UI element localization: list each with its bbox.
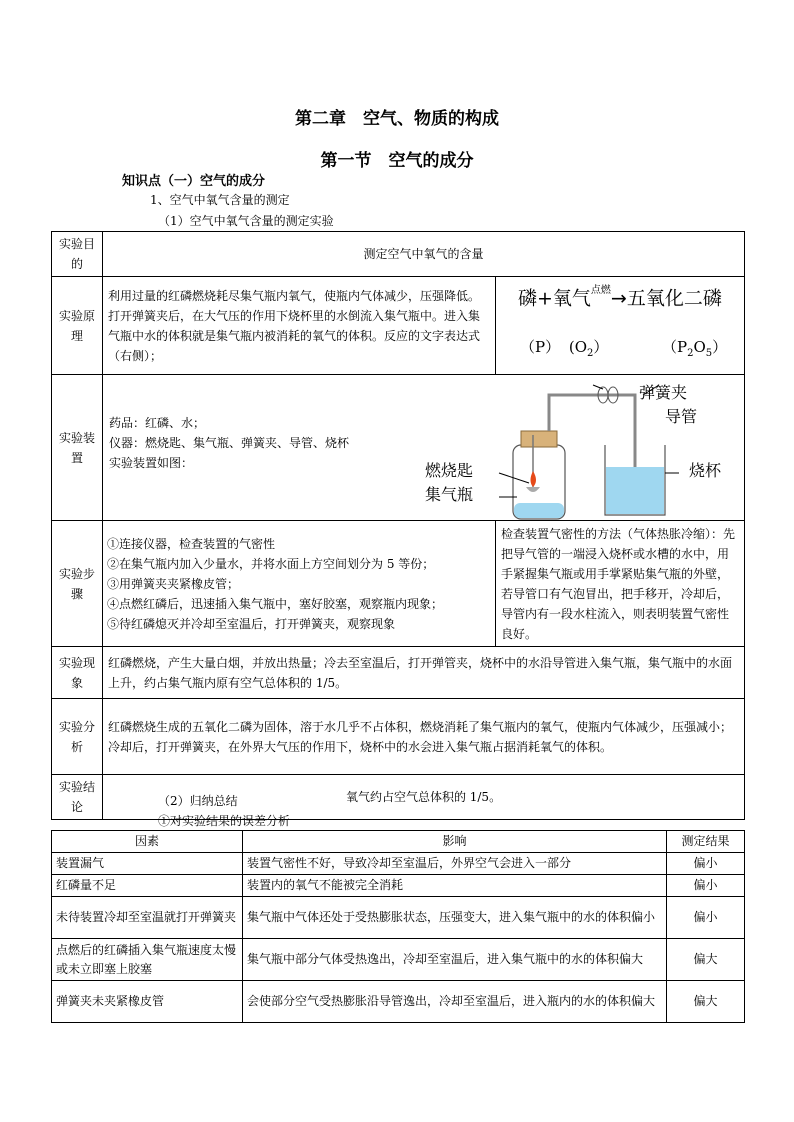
- analysis-content: 红磷燃烧生成的五氧化二磷为固体，溶于水几乎不占体积，燃烧消耗了集气瓶内的氧气，使瓶内气体减少，压强减小；冷却后，打开弹簧夹，在外界大气压的作用下，烧杯中的水会进入集气瓶占据消耗氧气的体积。: [103, 699, 745, 775]
- steps-list: [103, 521, 496, 647]
- symbol-p: （P）: [520, 338, 561, 356]
- chemical-symbols: [520, 337, 608, 364]
- label-spring-clip: 弹簧夹: [639, 383, 688, 402]
- sub-heading-error-analysis: ①对实验结果的误差分析: [158, 814, 291, 828]
- apparatus-cell: [103, 375, 745, 521]
- factor-cell: 点燃后的红磷插入集气瓶速度太慢或未立即塞上胶塞: [52, 939, 243, 981]
- principle-content: 利用过量的红磷燃烧耗尽集气瓶内氧气，使瓶内气体减少，压强降低。打开弹簧夹后，在大气压的作用下烧杯里的水倒流入集气瓶中。进入集气瓶中水的体积就是集气瓶内被消耗的氧气的体积。反应的文字表达式（右侧）；: [103, 277, 496, 375]
- symbol-o2: $(O_2)$: [568, 338, 609, 359]
- word-equation: [518, 285, 722, 308]
- factor-cell: 弹簧夹未夹紧橡皮管: [52, 981, 243, 1023]
- factor-cell: 红磷量不足: [52, 875, 243, 897]
- row-label-principle: 实验原理: [52, 277, 103, 375]
- row-label-purpose: 实验目的: [52, 232, 103, 277]
- chapter-title: 第二章 空气、物质的构成: [295, 109, 499, 129]
- bottle-water: [514, 503, 564, 518]
- section-title: 第一节 空气的成分: [320, 151, 474, 171]
- label-bottle: 集气瓶: [425, 485, 474, 504]
- step-item: ⑤待红磷熄灭并冷却至室温后，打开弹簧夹，观察现象: [107, 616, 396, 631]
- row-label-analysis: 实验分析: [52, 699, 103, 775]
- result-cell: 偏大: [667, 981, 745, 1023]
- row-label-steps: 实验步骤: [52, 521, 103, 647]
- purpose-content: 测定空气中氧气的含量: [103, 232, 745, 277]
- result-cell: 偏小: [667, 897, 745, 939]
- effect-cell: 集气瓶中气体还处于受热膨胀状态，压强变大，进入集气瓶中的水的体积偏小: [243, 897, 667, 939]
- product: 五氧化二磷: [626, 287, 722, 310]
- result-cell: 偏小: [667, 853, 745, 875]
- row-label-conclusion: 实验结论: [52, 775, 103, 820]
- label-beaker: 烧杯: [689, 461, 722, 480]
- arrow-icon: →: [610, 287, 627, 310]
- rubber-stopper: [521, 431, 557, 447]
- effect-cell: 会使部分空气受热膨胀沿导管逸出，冷却至室温后，进入瓶内的水的体积偏大: [243, 981, 667, 1023]
- sub-heading-experiment: （1）空气中氧气含量的测定实验: [158, 214, 334, 228]
- beaker-water: [606, 467, 664, 514]
- step-item: ④点燃红磷后，迅速插入集气瓶中，塞好胶塞，观察瓶内现象；: [107, 596, 444, 611]
- symbol-p2o5: $(P_2O_5)$: [662, 338, 728, 359]
- table-row: [52, 897, 745, 939]
- error-analysis-table: [51, 830, 745, 1023]
- table-row: [52, 853, 745, 875]
- conclusion-content: 氧气约占空气总体积的 1/5。: [103, 775, 745, 820]
- sub-heading-summary: （2）归纳总结: [158, 794, 238, 808]
- experiment-table: [51, 231, 745, 820]
- table-row: [52, 981, 745, 1023]
- table-row: [52, 875, 745, 897]
- knowledge-point-heading: 知识点（一）空气的成分: [122, 174, 266, 189]
- step-item: ②在集气瓶内加入少量水，并将水面上方空间划分为 5 等份；: [107, 556, 435, 571]
- effect-cell: 装置内的氧气不能被完全消耗: [243, 875, 667, 897]
- label-tube: 导管: [665, 407, 698, 426]
- row-label-phenomenon: 实验现象: [52, 647, 103, 699]
- reactants: 磷+氧气: [518, 287, 591, 310]
- row-label-apparatus: 实验装置: [52, 375, 103, 521]
- column-header: 测定结果: [667, 831, 745, 853]
- sub-heading-oxygen-measure: 1、空气中氧气含量的测定: [150, 193, 290, 207]
- apparatus-line: 实验装置如图：: [109, 456, 194, 470]
- apparatus-line: 仪器：燃烧匙、集气瓶、弹簧夹、导管、烧杯: [109, 436, 350, 450]
- column-header: 因素: [52, 831, 243, 853]
- step-item: ③用弹簧夹夹紧橡皮管；: [107, 576, 240, 591]
- phenomenon-content: 红磷燃烧，产生大量白烟，并放出热量；冷去至室温后，打开弹管夹，烧杯中的水沿导管进入集气瓶，集气瓶中的水面上升，约占集气瓶内原有空气总体积的 1/5。: [103, 647, 745, 699]
- effect-cell: 装置气密性不好，导致冷却至室温后，外界空气会进入一部分: [243, 853, 667, 875]
- column-header: 影响: [243, 831, 667, 853]
- apparatus-line: 药品：红磷、水；: [109, 416, 206, 430]
- result-cell: 偏小: [667, 875, 745, 897]
- reaction-condition: 点燃: [590, 285, 611, 296]
- table-row: [52, 939, 745, 981]
- result-cell: 偏大: [667, 939, 745, 981]
- step-item: ①连接仪器，检查装置的气密性: [107, 536, 276, 551]
- label-spoon: 燃烧匙: [425, 461, 474, 480]
- airtightness-note: 检查装置气密性的方法（气体热胀冷缩）：先把导气管的一端浸入烧杯或水槽的水中，用手紧握集气瓶或用手掌紧贴集气瓶的外壁，若导管口有气泡冒出，把手移开，冷却后，导管内有一段水柱流入，则表明装置气密性良好。: [496, 521, 745, 647]
- factor-cell: 未待装置冷却至室温就打开弹簧夹: [52, 897, 243, 939]
- effect-cell: 集气瓶中部分气体受热逸出，冷却至室温后，进入集气瓶中的水的体积偏大: [243, 939, 667, 981]
- apparatus-text: [109, 413, 349, 473]
- formula-cell: [496, 277, 745, 375]
- factor-cell: 装置漏气: [52, 853, 243, 875]
